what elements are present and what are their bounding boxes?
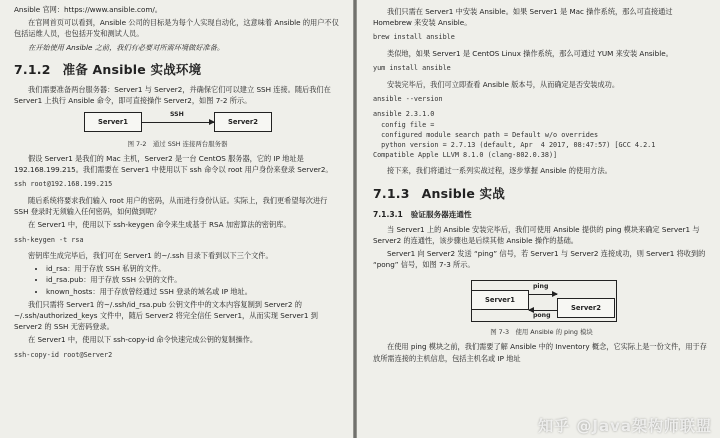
files-paragraph: 密钥库生成完毕后，我们可在 Server1 的~/.ssh 目录下看到以下三个文件。	[28, 251, 273, 261]
list-item: • id_rsa：用于存放 SSH 私钥的文件。	[46, 263, 341, 274]
pong-arrow	[529, 310, 557, 311]
figure-7-2-caption: 图 7-2 通过 SSH 连接两台服务器	[127, 140, 228, 149]
last-paragraph: 在使用 ping 模块之前，我们需要了解 Ansible 中的 Inventory 概念，它实际上是一份文件，用于存放所需连接的主机信息，包括主机名或 IP 地址	[373, 342, 707, 363]
ssh-arrow-label: SSH	[170, 111, 184, 119]
figure-7-2	[14, 110, 341, 136]
section-heading-7-1-2	[14, 60, 341, 78]
keygen-paragraph: 在 Server1 中，使用以下 ssh-keygen 命令来生成基于 RSA 加密算法的密钥库。	[28, 220, 291, 230]
done-paragraph: 安装完毕后，我们可立即查看 Ansible 版本号，从而确定是否安装成功。	[387, 79, 620, 89]
login-paragraph: 随后系统将要求我们输入 root 用户的密码，从而进行身份认证。实际上，我们更希望每次进行 SSH 登录时无须输入任何密码，如何做到呢？	[14, 195, 328, 217]
figure-7-3	[373, 276, 710, 324]
version-output: ansible 2.3.1.0 config file = configured module search path = Default w/o overrides python version = 2.7.13 (default, Apr 4 2017, 08:47:57) [GCC 4.2.1 Compatible Apple LLVM 8.1.0 (clang-802.0.38)]	[373, 110, 656, 160]
next-paragraph: 接下来，我们将通过一系列实战过程，逐步掌握 Ansible 的使用方法。	[387, 166, 612, 176]
section-number: 7.1.3	[373, 185, 410, 201]
ssh-files-list	[14, 263, 341, 297]
left-page	[0, 0, 353, 438]
figure-7-3-caption: 图 7-3 使用 Ansible 的 ping 模块	[490, 328, 593, 337]
copyid-command: ssh-copy-id root@Server2	[14, 350, 113, 359]
watermark: 知乎 @Java架构师联盟	[538, 417, 712, 435]
list-item: • id_rsa.pub：用于存放 SSH 公钥的文件。	[46, 274, 341, 285]
section-number: 7.1.2	[14, 61, 51, 77]
ping-arrow	[529, 294, 557, 295]
right-page	[357, 0, 720, 438]
list-item: • known_hosts：用于存放曾经通过 SSH 登录的域名或 IP 地址。	[46, 286, 341, 297]
section-heading-7-1-3	[373, 184, 710, 202]
assumption-paragraph: 假设 Server1 是我们的 Mac 主机，Server2 是一台 CentOS 服务器，它的 IP 地址是 192.168.199.215。我们需要在 Server1 中使用以下 ssh 命令以 root 用户身份来登录 Server2。	[14, 154, 333, 175]
italic-note: 在开始使用 Ansible 之前，我们有必要对所需环境做好准备。	[28, 42, 225, 52]
subsection-heading	[373, 209, 710, 220]
ssh-arrow	[142, 122, 214, 123]
pong-paragraph: Server1 向 Server2 发送 “ping” 信号，若 Server1 与 Server2 连接成功，则 Server1 将收到的 “pong” 信号，如图 7-3 所示。	[373, 248, 706, 270]
brew-command: brew install ansible	[373, 33, 455, 42]
section-title: 准备 Ansible 实战环境	[62, 61, 202, 77]
server2-box: Server2	[214, 112, 272, 132]
pong-label: pong	[533, 312, 551, 320]
section-title: Ansible 实战	[421, 185, 505, 201]
ssh-command: ssh root@192.168.199.215	[14, 180, 113, 189]
server1-box: Server1	[471, 290, 529, 310]
centos-paragraph: 类似地，如果 Server1 是 CentOS Linux 操作系统，那么可通过 YUM 来安装 Ansible。	[387, 48, 673, 58]
subsection-number: 7.1.3.1	[373, 209, 403, 219]
environment-paragraph: 我们需要准备两台服务器：Server1 与 Server2，并确保它们可以建立 SSH 连接。随后我们在 Server1 上执行 Ansible 命令，即可直接操作 Server2，如图 7-2 所示。	[14, 84, 331, 105]
keygen-command: ssh-keygen -t rsa	[14, 235, 84, 244]
intro-paragraph: 在官网首页可以看到，Ansible 公司的目标是为每个人实现自动化，这意味着 Ansible 的用户不仅包括运维人员，也包括开发和测试人员。	[14, 18, 339, 39]
yum-command: yum install ansible	[373, 64, 451, 73]
install-paragraph: 我们只需在 Server1 中安装 Ansible。如果 Server1 是 Mac 操作系统，那么可直接通过 Homebrew 来安装 Ansible。	[373, 7, 673, 28]
ping-paragraph: 当 Server1 上的 Ansible 安装完毕后，我们可使用 Ansible 提供的 ping 模块来确定 Server1 与 Server2 的连通性，该步骤也是后续其他 Ansible 操作的基础。	[373, 224, 700, 245]
subsection-title: 验证服务器连通性	[410, 209, 472, 219]
copy-paragraph: 我们只需将 Server1 的~/.ssh/id_rsa.pub 公钥文件中的文本内容复制到 Server2 的~/.ssh/authorized_keys 文件中，随后 Server2 将完全信任 Server1，从而实现 Server1 到 Server2 的 SSH 无密码登录。	[14, 299, 318, 332]
ansible-site-line: Ansible 官网：https://www.ansible.com/。	[14, 5, 162, 14]
ping-label: ping	[533, 283, 549, 291]
server1-box: Server1	[84, 112, 142, 132]
copyid-paragraph: 在 Server1 中，使用以下 ssh-copy-id 命令快速完成公钥的复制操作。	[28, 335, 258, 345]
server2-box: Server2	[557, 298, 615, 318]
version-command: ansible --version	[373, 94, 443, 103]
